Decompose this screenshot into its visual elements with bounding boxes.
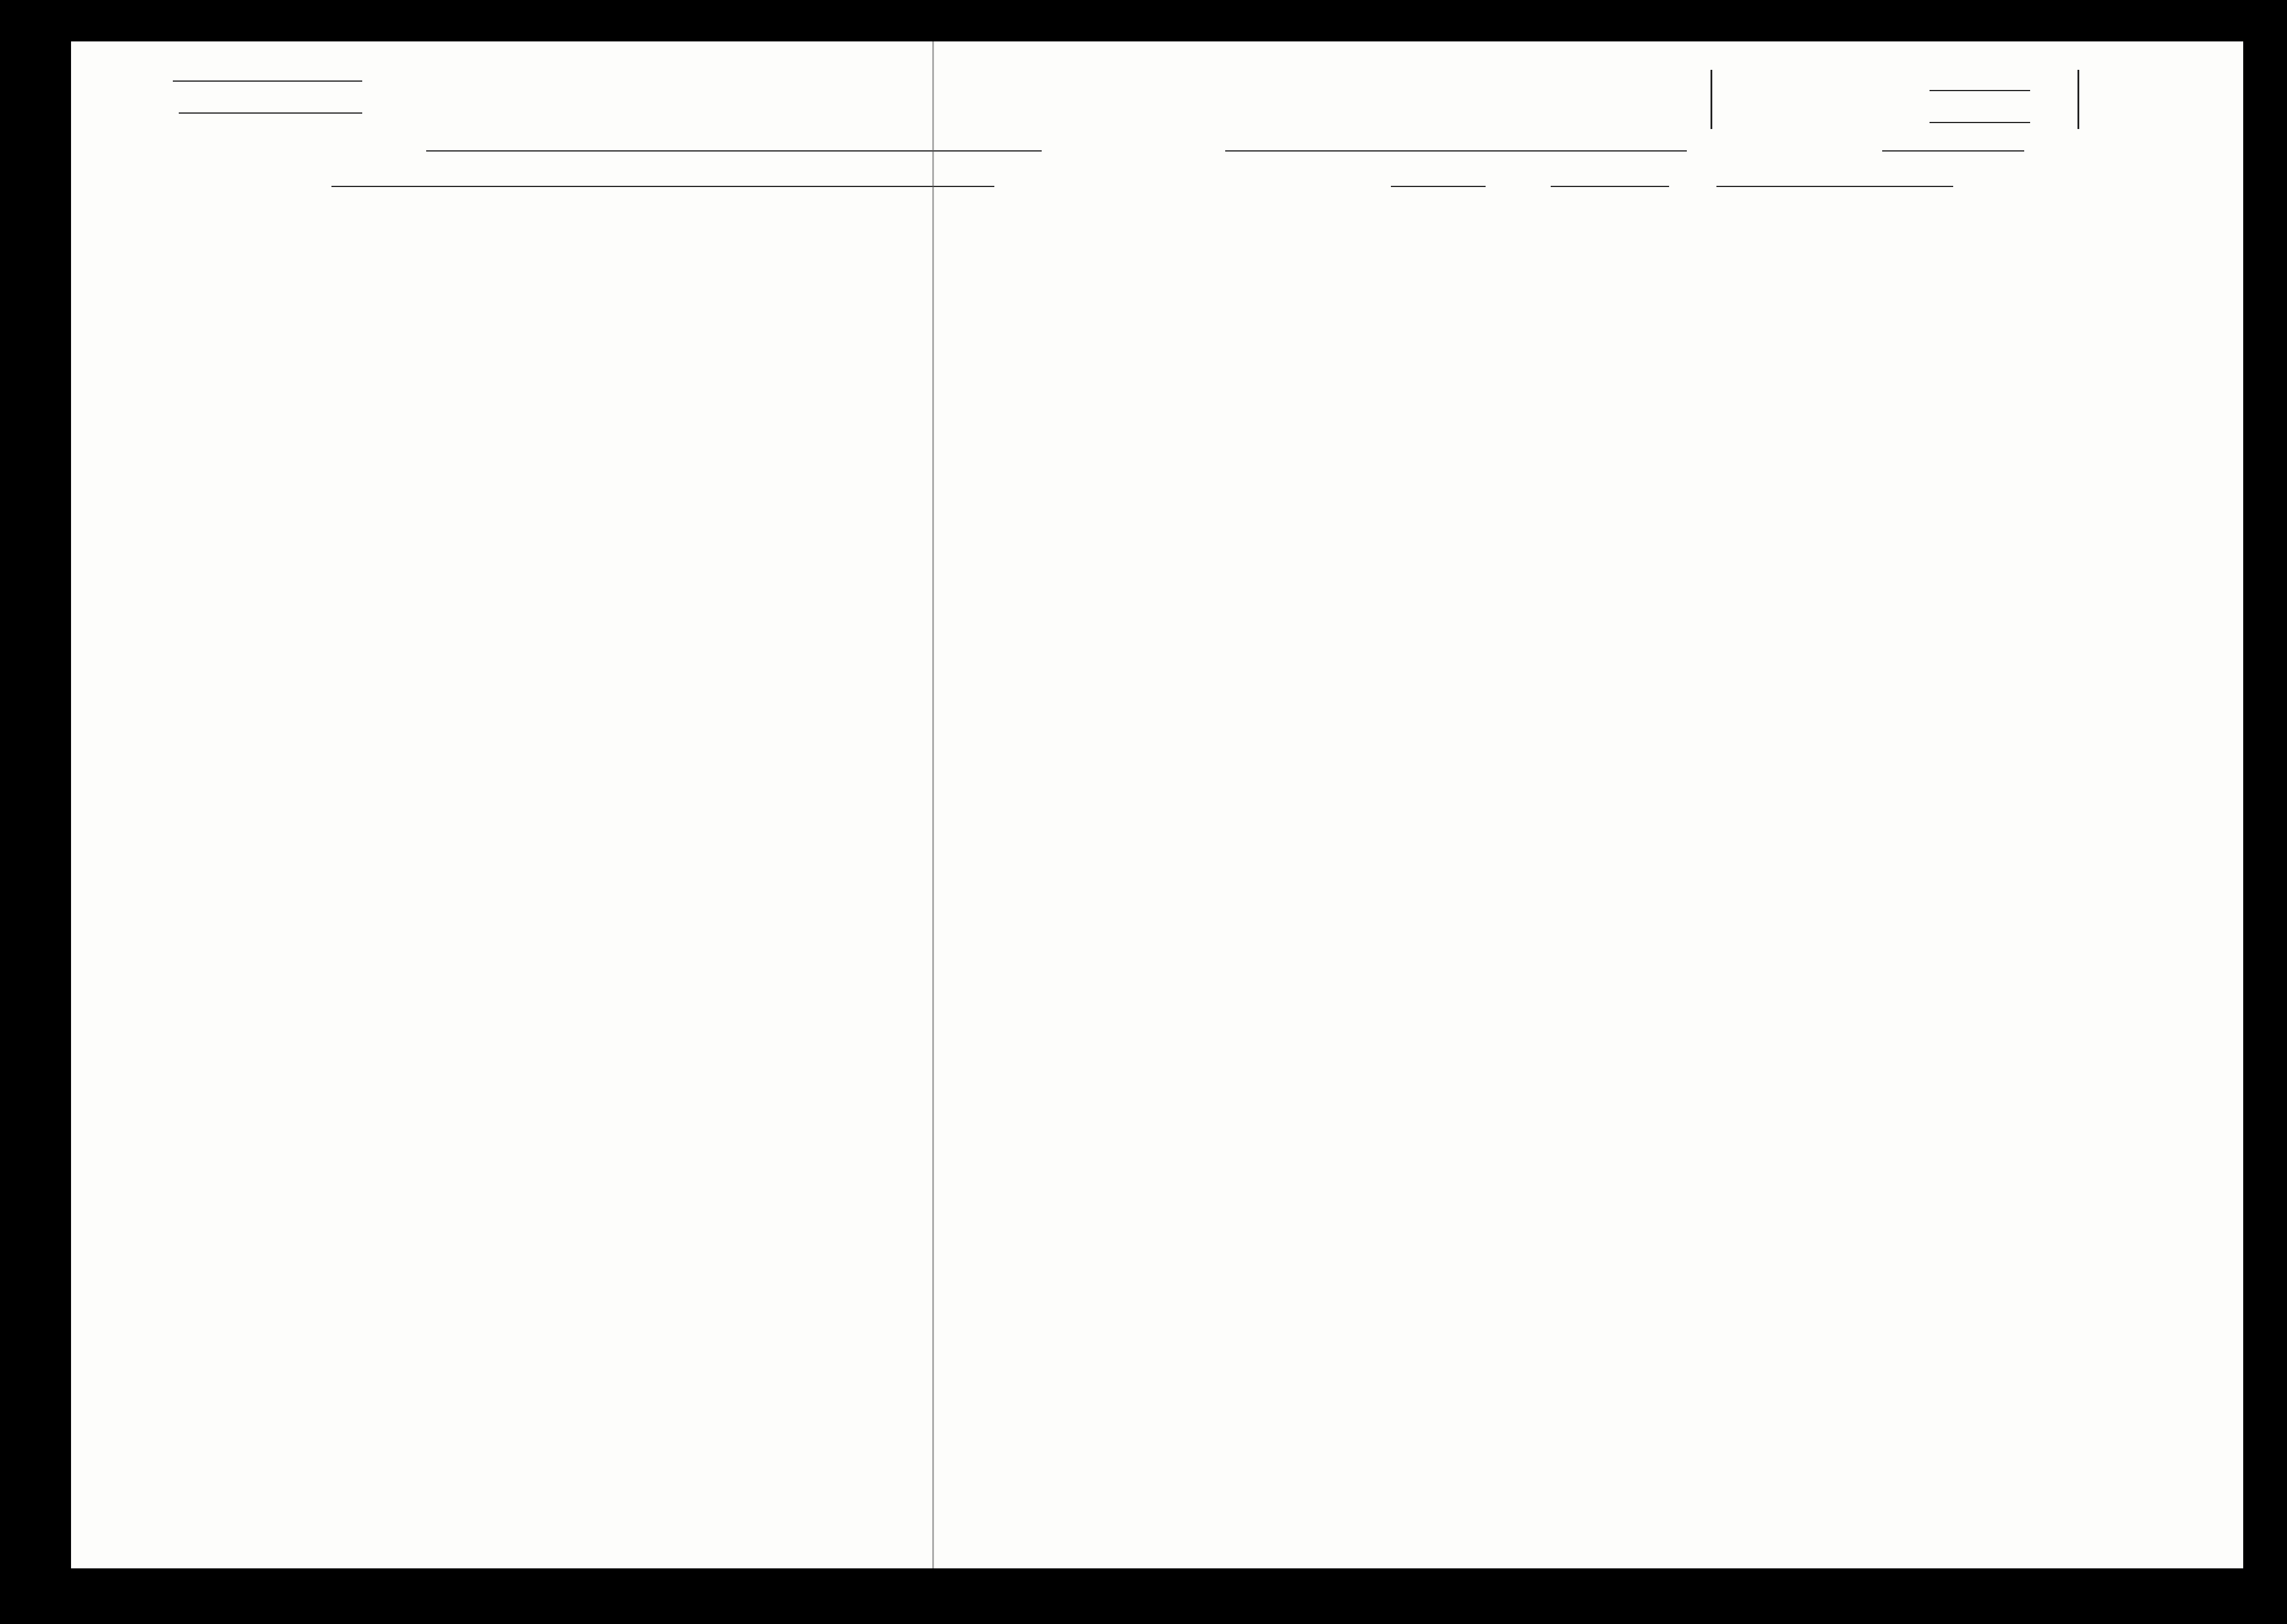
table-grid	[71, 41, 2243, 1568]
page-fold	[932, 41, 934, 1568]
census-sheet	[71, 41, 2243, 1568]
